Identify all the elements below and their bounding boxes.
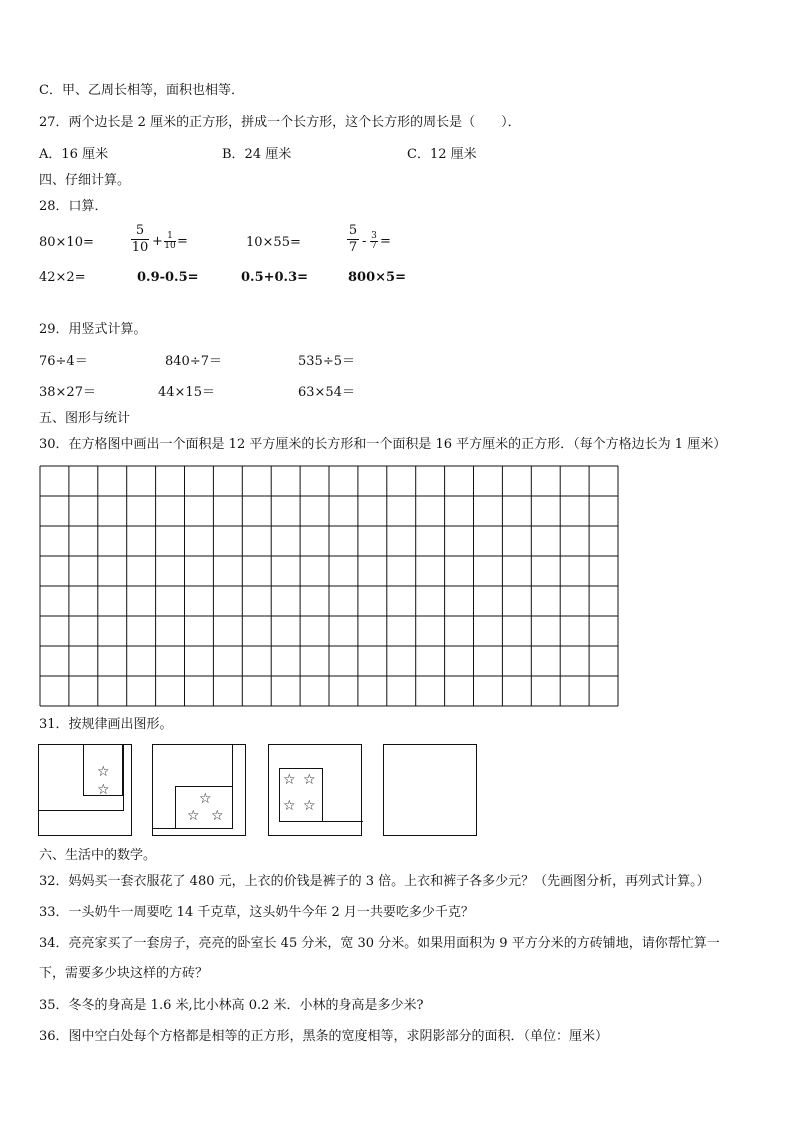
q28-fraction-expr-2 xyxy=(347,224,437,260)
q29-title: 29．用竖式计算。 xyxy=(39,322,147,337)
q26-option-c: C．甲、乙周长相等，面积也相等． xyxy=(39,83,244,98)
q28-item-5: 0.5+0.3= xyxy=(241,270,309,285)
plus-sign: + xyxy=(152,234,163,249)
q29-item-3: 535÷5＝ xyxy=(298,354,355,369)
q32-text: 32．妈妈买一套衣服花了 480 元，上衣的价钱是裤子的 3 倍。上衣和裤子各多少元？（先画图分析，再列式计算。） xyxy=(39,874,710,889)
star-icon: ☆ xyxy=(303,772,316,788)
star-icon: ☆ xyxy=(187,808,200,824)
q28-item-1: 80×10= xyxy=(39,235,94,250)
fraction-numerator: 3 xyxy=(371,231,377,241)
q28-item-3: 42×2= xyxy=(39,270,86,285)
q35-text: 35．冬冬的身高是 1.6 米,比小林高 0.2 米．小林的身高是多少米? xyxy=(39,998,424,1013)
pattern-box-4-blank xyxy=(383,744,477,836)
q28-title: 28．口算． xyxy=(39,199,108,214)
q31-title: 31．按规律画出图形。 xyxy=(39,717,173,732)
star-icon: ☆ xyxy=(283,798,296,814)
q27-option-c: C．12 厘米 xyxy=(407,147,477,162)
section-4-heading: 四、仔细计算。 xyxy=(39,173,131,188)
fraction-numerator: 1 xyxy=(167,231,173,241)
fraction-denominator: 10 xyxy=(164,241,176,251)
q34-line-1: 34．亮亮家买了一套房子，亮亮的卧室长 45 分米，宽 30 分米。如果用面积为 9 平方分米的方砖铺地，请你帮忙算一 xyxy=(39,936,720,951)
star-icon: ☆ xyxy=(283,772,296,788)
q29-item-4: 38×27＝ xyxy=(39,385,96,400)
fraction-denominator: 7 xyxy=(348,240,358,255)
star-icon: ☆ xyxy=(199,791,212,807)
q28-item-2: 10×55= xyxy=(246,235,301,250)
q28-item-4: 0.9-0.5= xyxy=(137,270,199,285)
equals-sign: = xyxy=(177,234,188,249)
equals-sign: = xyxy=(380,234,391,249)
star-icon: ☆ xyxy=(211,808,224,824)
pattern-box-3 xyxy=(268,744,362,836)
fraction-numerator: 5 xyxy=(135,223,145,238)
minus-sign: - xyxy=(362,234,367,249)
q29-item-1: 76÷4＝ xyxy=(39,354,88,369)
q34-line-2: 下，需要多少块这样的方砖？ xyxy=(39,966,209,981)
fraction-denominator: 10 xyxy=(131,240,149,255)
star-icon: ☆ xyxy=(97,782,110,798)
q27-stem: 27．两个边长是 2 厘米的正方形，拼成一个长方形，这个长方形的周长是（ ）． xyxy=(39,115,521,130)
q27-option-a: A．16 厘米 xyxy=(39,147,109,162)
q29-item-6: 63×54＝ xyxy=(298,385,355,400)
square-grid xyxy=(39,465,619,707)
star-icon: ☆ xyxy=(303,798,316,814)
q28-fraction-expr-1 xyxy=(131,224,221,260)
q28-item-6: 800×5= xyxy=(348,270,406,285)
star-icon: ☆ xyxy=(97,764,110,780)
q30-stem: 30．在方格图中画出一个面积是 12 平方厘米的长方形和一个面积是 16 平方厘米的正方形．（每个方格边长为 1 厘米） xyxy=(39,437,727,452)
q29-item-2: 840÷7＝ xyxy=(165,354,222,369)
fraction-numerator: 5 xyxy=(348,223,358,238)
section-5-heading: 五、图形与统计 xyxy=(39,411,131,426)
q27-option-b: B．24 厘米 xyxy=(222,147,292,162)
section-6-heading: 六、生活中的数学。 xyxy=(39,848,157,863)
pattern-box-2 xyxy=(152,744,246,836)
q29-item-5: 44×15＝ xyxy=(158,385,215,400)
q36-text: 36．图中空白处每个方格都是相等的正方形，黑条的宽度相等，求阴影部分的面积．（单位：厘米） xyxy=(39,1029,609,1044)
pattern-box-1 xyxy=(38,744,132,836)
fraction-denominator: 7 xyxy=(371,241,377,251)
q33-text: 33．一头奶牛一周要吃 14 千克草，这头奶牛今年 2 月一共要吃多少千克？ xyxy=(39,905,474,920)
